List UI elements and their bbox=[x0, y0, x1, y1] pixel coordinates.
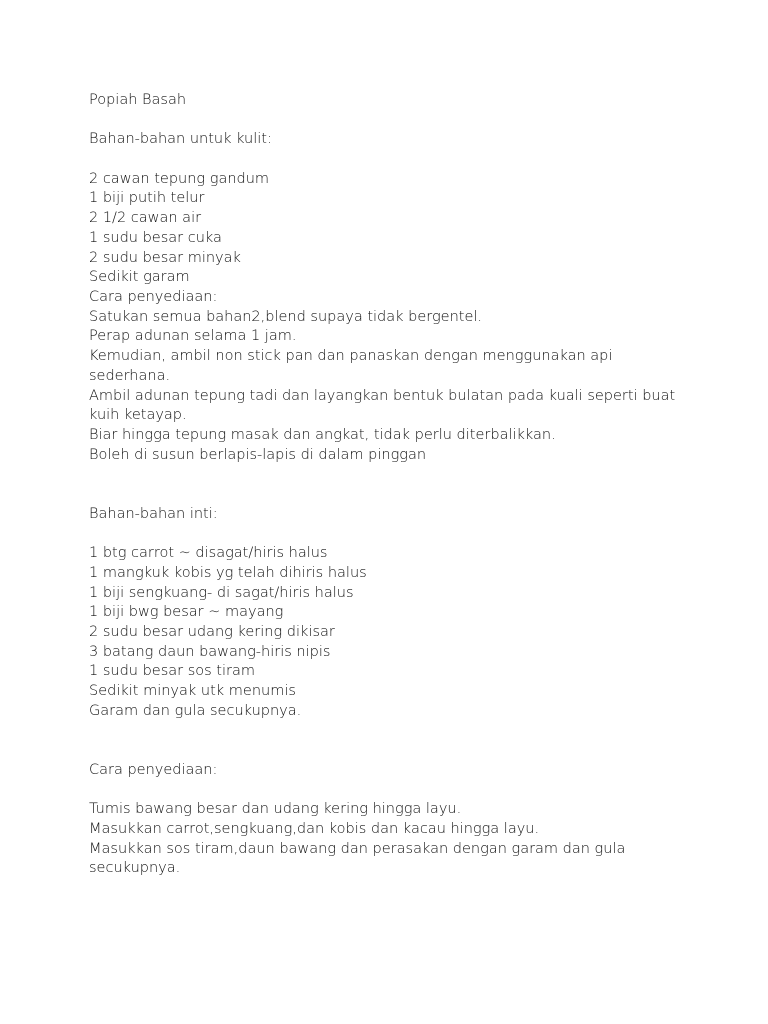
inti-ingredient: 1 btg carrot ~ disagat/hiris halus bbox=[89, 545, 328, 562]
method-step: Masukkan carrot,sengkuang,dan kobis dan kacau hingga layu. bbox=[89, 820, 540, 837]
kulit-ingredient: 1 sudu besar cuka bbox=[89, 229, 222, 246]
method-step: Masukkan sos tiram,daun bawang dan perasakan dengan garam dan gula secukupnya. bbox=[89, 840, 630, 877]
spacer bbox=[89, 111, 689, 131]
kulit-step: Kemudian, ambil non stick pan dan panaskan dengan menggunakan api sederhana. bbox=[89, 348, 618, 384]
spacer bbox=[89, 150, 689, 170]
spacer bbox=[89, 781, 689, 801]
kulit-step: Perap adunan selama 1 jam. bbox=[89, 328, 297, 345]
spacer bbox=[89, 524, 689, 544]
inti-ingredient: 1 sudu besar sos tiram bbox=[89, 663, 255, 680]
inti-ingredient: 1 mangkuk kobis yg telah dihiris halus bbox=[89, 564, 367, 581]
method-step: Tumis bawang besar dan udang kering hingga layu. bbox=[89, 801, 462, 818]
kulit-step: Satukan semua bahan2,blend supaya tidak bergentel. bbox=[89, 308, 483, 325]
kulit-step: Boleh di susun berlapis-lapis di dalam pinggan bbox=[89, 446, 427, 463]
kulit-ingredient: 2 sudu besar minyak bbox=[89, 249, 241, 266]
inti-ingredient: 3 batang daun bawang-hiris nipis bbox=[89, 643, 331, 660]
kulit-ingredient: 1 biji putih telur bbox=[89, 190, 205, 207]
inti-ingredient: 1 biji bwg besar ~ mayang bbox=[89, 604, 284, 621]
inti-ingredient: 1 biji sengkuang- di sagat/hiris halus bbox=[89, 584, 354, 601]
method-heading: Cara penyediaan: bbox=[89, 761, 218, 778]
document-title: Popiah Basah bbox=[89, 92, 187, 108]
kulit-method-heading: Cara penyediaan: bbox=[89, 289, 218, 305]
kulit-step: Biar hingga tepung masak dan angkat, tidak perlu diterbalikkan. bbox=[89, 426, 556, 443]
kulit-ingredient: Sedikit garam bbox=[89, 269, 190, 286]
inti-ingredient: Sedikit minyak utk menumis bbox=[89, 683, 296, 700]
inti-heading: Bahan-bahan inti: bbox=[89, 505, 218, 522]
kulit-step: Ambil adunan tepung tadi dan layangkan bentuk bulatan pada kuali seperti buat kuih ketayap. bbox=[89, 387, 680, 424]
kulit-heading: Bahan-bahan untuk kulit: bbox=[89, 131, 272, 148]
inti-ingredient: 2 sudu besar udang kering dikisar bbox=[89, 623, 335, 640]
kulit-ingredient: 2 1/2 cawan air bbox=[89, 210, 202, 227]
spacer bbox=[89, 721, 689, 760]
spacer bbox=[89, 465, 689, 504]
kulit-ingredient: 2 cawan tepung gandum bbox=[89, 170, 270, 187]
inti-ingredient: Garam dan gula secukupnya. bbox=[89, 702, 302, 719]
recipe-document bbox=[89, 91, 689, 879]
